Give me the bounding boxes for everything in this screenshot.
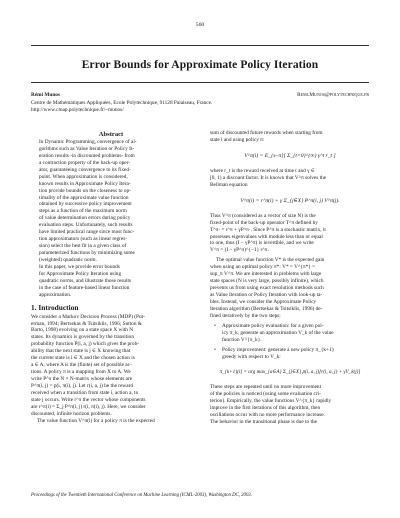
page-number: 560 xyxy=(195,22,205,28)
top-rule xyxy=(31,45,369,46)
right-paragraph-2: where r_t is the reward received at time t and γ ∈ [0, 1) a discount factor. It is known that V^π solves the Bellman equation xyxy=(210,167,327,188)
equation-value-function: V^π(i) = E_{s~π}[ Σ_{t=0}^{∞} γ^t r_t ] xyxy=(244,152,336,159)
title-rule xyxy=(31,82,369,83)
paper-title: Error Bounds for Approximate Policy Iteration xyxy=(81,59,319,71)
author-email: Remi.Munos@polytechnique.fr xyxy=(297,92,369,98)
abstract-heading: Abstract xyxy=(98,131,124,138)
proceedings-footer: Proceedings of the Twentieth International Conference on Machine Learning (ICML-2003), Washington DC, 2003. xyxy=(31,493,252,498)
equation-bellman: V^π(i) = r^π(i) + γ Σ_{j∈X} P^π(i, j) V^π(j). xyxy=(240,197,340,204)
author-affiliation: Centre de Mathématiques Appliquées, Ecole Polytechnique, 91128 Palaiseau, France. xyxy=(31,100,213,106)
right-paragraph-5: These steps are repeated until no more improvement of the policies is noticed (using some evaluation cri- terion). Empirically, the value functions V^{π_k} rapidly improve in the first iterations of this algorithm, then oscillations occur with no more performance increase. The behavior in the transitional phase is due to the xyxy=(210,384,332,426)
left-column xyxy=(31,130,191,425)
right-paragraph-1: sum of discounted future rewards when starting from state i and using policy π: xyxy=(210,130,323,143)
right-paragraph-3: Thus V^π (considered as a vector of size N) is the fixed-point of the back-up operator T^π defined by T^π· = r^π + γP^π·. Since P^π is a stochastic matrix, it possesses eigenvalues with module less than or equal to one, thus (I − γP^π) is invertible, and we write V^π = (I − γP^π)^{−1} r^π. xyxy=(210,212,326,254)
right-column xyxy=(210,130,370,426)
author-row xyxy=(31,92,369,98)
right-paragraph-4: The optimal value function V* is the expected gain when using an optimal policy π*: V* = V^{π*} = sup_π V^π. We are interested in problems with large state spaces (N is very large, possibly infinite), which prevents us from using exact resolution methods such as Value Iteration or Policy Iteration with look-up ta- bles. Instead, we consider the Approximate Policy Iteration algorithm (Bertsekas & Tsitsiklis, 1996) de- fined iteratively by the two steps: xyxy=(210,257,325,319)
equation-greedy-policy: π_{k+1}(i) = arg max_{a∈A} Σ_{j∈X} p(i, a, j)[r(i, a, j) + γV_k(j)] xyxy=(219,369,361,376)
bullet-policy-improvement: • Policy improvement: generate a new policy π_{k+1} greedy with respect to V_k: xyxy=(210,347,370,361)
author-name: Rémi Munos xyxy=(31,92,60,98)
section-heading-introduction: 1. Introduction xyxy=(31,302,79,312)
bullet-policy-evaluation: • Approximate policy evaluation: for a given pol- icy π_k, generate an approximation V_k of the value function V^{π_k}. xyxy=(210,323,370,344)
abstract-body: In Dynamic Programming, convergence of al- gorithms such as Value Iteration or Policy It- eration results -in discounted problems- from a contraction property of the back-up oper- ator, guaranteeing convergence to its fixed- point. When approximation is considered, known results in Approximate Policy Itera- tion provide bounds on the closeness to op- timality of the approximate value function obtained by successive policy improvement steps as a function of the maximum norm of value determination errors during policy evaluation steps. Unfortunately, such results have limited practical range since most func- tion approximators (such as linear regres- sion) select the best fit in a given class of parameterized functions by minimizing some (weighted) quadratic norm. In this paper, we provide error bounds for Approximate Policy Iteration using quadratic norms, and illustrate those results in the case of feature-based linear function approximation. xyxy=(39,139,137,298)
introduction-body: We consider a Markov Decision Process (MDP) (Put- erman, 1994; Bertsekas & Tsitsiklis, 1996; Sutton & Barto, 1998) evolving on a state space X with N states. Its dynamics is governed by the transition probability function P(i, a, j) which gives the prob- ability that the next state is j ∈ X knowing that the current state is i ∈ X and the chosen action is a ∈ A, where A is the (finite) set of possible ac- tions. A policy π is a mapping from X to A. We write P^π the N × N-matrix whose elements are P^π(i, j) = p(i, π(i), j). Let r(i, a, j) be the reward received when a transition from state i, action a, to state j occurs. Write r^π the vector whose components are r^π(i) = Σ_j P^π(i, j) r(i, π(i), j). Here, we consider discounted, infinite horizon problems. The value function V^π(i) for a policy π is the expected xyxy=(31,313,155,424)
author-url[interactable]: http://www.cmap.polytechnique.fr/~munos/ xyxy=(31,107,124,113)
